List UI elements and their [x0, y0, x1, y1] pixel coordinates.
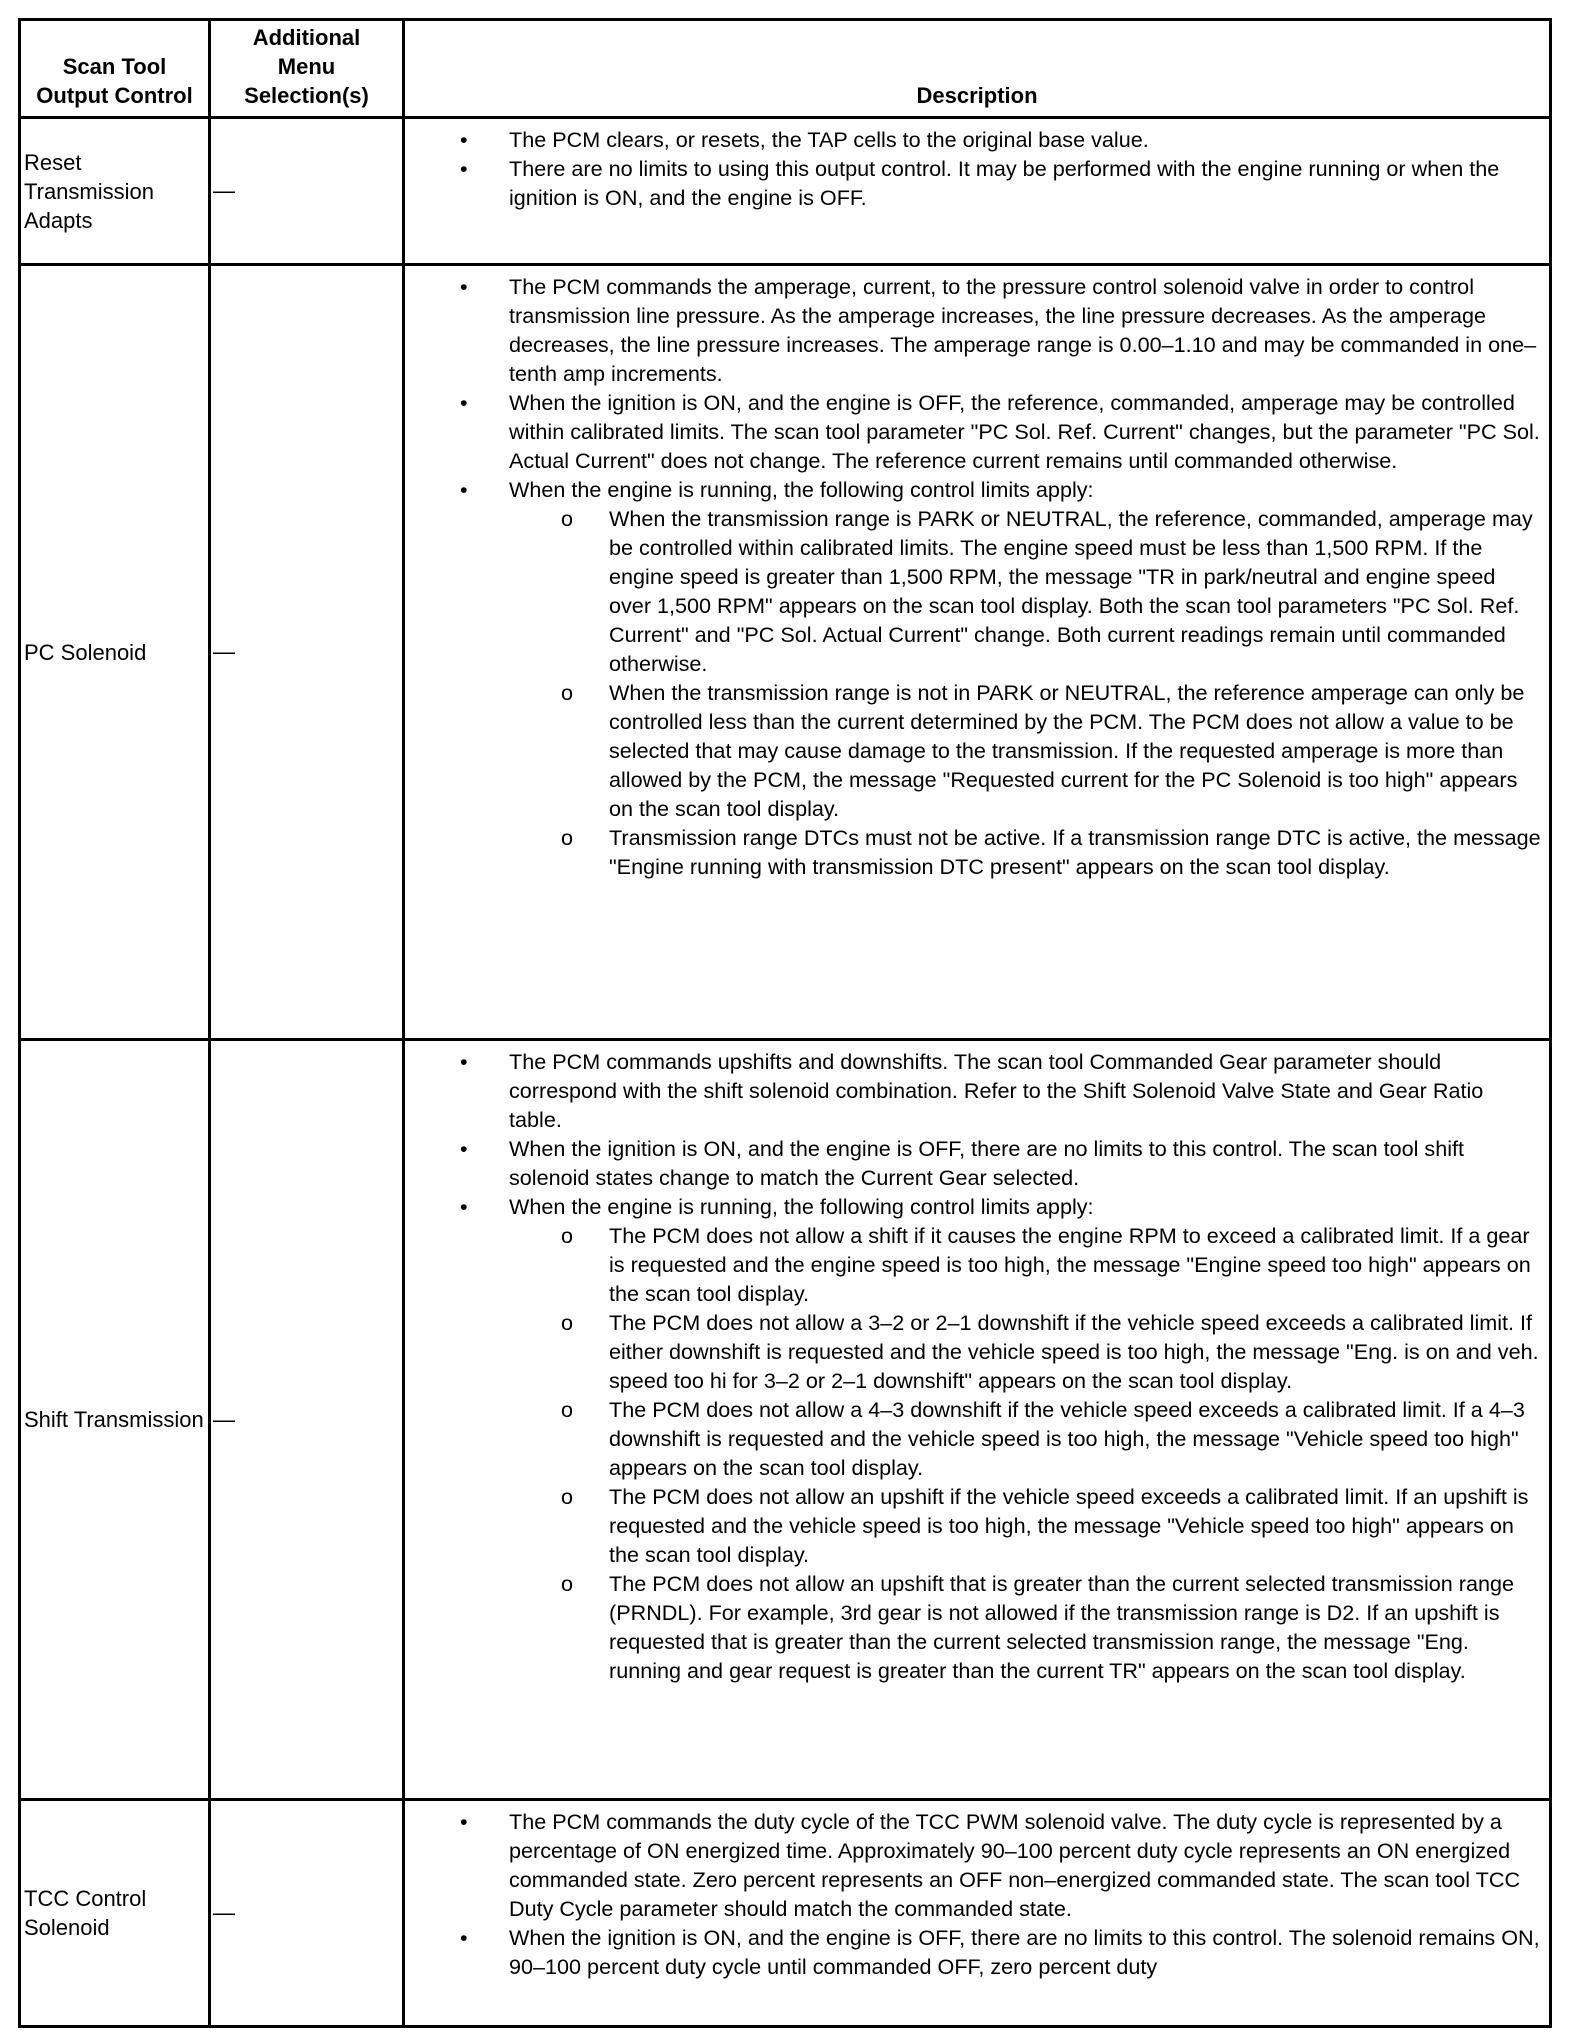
bullet-icon: •	[460, 1925, 468, 1950]
table-row	[20, 1800, 1551, 2027]
sub-list-item	[509, 504, 1541, 678]
bullet-list	[405, 1047, 1549, 1685]
menu-selection: —	[210, 1800, 404, 2027]
list-item	[405, 1807, 1549, 1923]
sub-bullet-text: The PCM does not allow an upshift if the vehicle speed exceeds a calibrated limit. If an upshift is requested and the vehicle speed is too high, the message "Vehicle speed too high" appears on the scan tool display.	[609, 1484, 1529, 1567]
sub-bullet-icon: o	[561, 1484, 574, 1509]
sub-list-item	[509, 678, 1541, 823]
list-item	[405, 272, 1549, 388]
list-item	[405, 1134, 1549, 1192]
sub-bullet-icon: o	[561, 506, 574, 531]
bullet-list	[405, 272, 1549, 881]
bullet-text: When the ignition is ON, and the engine is OFF, there are no limits to this control. The scan tool shift solenoid states change to match the Current Gear selected.	[509, 1136, 1464, 1190]
sub-bullet-icon: o	[561, 825, 574, 850]
sub-bullet-icon: o	[561, 1223, 574, 1248]
sub-bullet-icon: o	[561, 680, 574, 705]
table-header-row	[20, 20, 1551, 118]
bullet-list	[405, 1807, 1549, 1981]
bullet-icon: •	[460, 1136, 468, 1161]
sub-bullet-icon: o	[561, 1397, 574, 1422]
menu-selection: —	[210, 1040, 404, 1800]
bullet-text: There are no limits to using this output control. It may be performed with the engine running or when the ignition is ON, and the engine is OFF.	[509, 156, 1500, 210]
bullet-list	[405, 125, 1549, 212]
list-item	[405, 154, 1549, 212]
description-cell	[404, 1800, 1551, 2027]
bullet-icon: •	[460, 1809, 468, 1834]
menu-selection: —	[210, 118, 404, 265]
list-item	[405, 388, 1549, 475]
description-cell	[404, 265, 1551, 1040]
sub-list-item	[509, 1395, 1541, 1482]
sub-list-item	[509, 823, 1541, 881]
sub-bullet-text: The PCM does not allow a shift if it causes the engine RPM to exceed a calibrated limit. If a gear is requested and the engine speed is too high, the message "Engine speed too high" appears on the scan tool display.	[609, 1223, 1531, 1306]
sub-list-item	[509, 1308, 1541, 1395]
list-item	[405, 1047, 1549, 1134]
bullet-icon: •	[460, 1049, 468, 1074]
bullet-text: When the ignition is ON, and the engine is OFF, there are no limits to this control. The solenoid remains ON, 90–100 percent duty cycle until commanded OFF, zero percent duty	[509, 1925, 1540, 1979]
output-control-table	[18, 18, 1552, 2028]
header-scan-tool-output-control: Scan Tool Output Control	[20, 20, 210, 118]
header-description: Description	[404, 20, 1551, 118]
sub-bullet-text: When the transmission range is not in PARK or NEUTRAL, the reference amperage can only be controlled less than the current determined by the PCM. The PCM does not allow a value to be selected that may cause damage to the transmission. If the requested amperage is more than allowed by the PCM, the message "Requested current for the PC Solenoid is too high" appears on the scan tool display.	[609, 680, 1525, 821]
header-additional-menu-selections: Additional Menu Selection(s)	[210, 20, 404, 118]
list-item	[405, 1923, 1549, 1981]
bullet-text: The PCM commands the duty cycle of the TCC PWM solenoid valve. The duty cycle is represented by a percentage of ON energized time. Approximately 90–100 percent duty cycle represents an ON energized commanded state. Zero percent represents an OFF non–energized commanded state. The scan tool TCC Duty Cycle parameter should match the commanded state.	[509, 1809, 1521, 1921]
bullet-icon: •	[460, 477, 468, 502]
sub-bullet-icon: o	[561, 1310, 574, 1335]
table-row	[20, 118, 1551, 265]
sub-list-item	[509, 1482, 1541, 1569]
control-name: TCC Control Solenoid	[20, 1800, 210, 2027]
bullet-text: The PCM commands the amperage, current, to the pressure control solenoid valve in order to control transmission line pressure. As the amperage increases, the line pressure decreases. As the amperage decreases, the line pressure increases. The amperage range is 0.00–1.10 and may be commanded in one–tenth amp increments.	[509, 274, 1537, 386]
sub-bullet-text: The PCM does not allow a 3–2 or 2–1 downshift if the vehicle speed exceeds a calibrated limit. If either downshift is requested and the vehicle speed is too high, the message "Eng. is on and veh. speed too hi for 3–2 or 2–1 downshift" appears on the scan tool display.	[609, 1310, 1539, 1393]
sub-bullet-text: The PCM does not allow a 4–3 downshift if the vehicle speed exceeds a calibrated limit. If a 4–3 downshift is requested and the vehicle speed is too high, the message "Vehicle speed too high" appears on the scan tool display.	[609, 1397, 1525, 1480]
sub-bullet-text: The PCM does not allow an upshift that is greater than the current selected transmission range (PRNDL). For example, 3rd gear is not allowed if the transmission range is D2. If an upshift is requested that is greater than the current selected transmission range, the message "Eng. running and gear request is greater than the current TR" appears on the scan tool display.	[609, 1571, 1515, 1683]
bullet-icon: •	[460, 1194, 468, 1219]
bullet-icon: •	[460, 156, 468, 181]
sub-bullet-list	[509, 504, 1541, 881]
sub-list-item	[509, 1569, 1541, 1685]
bullet-text: The PCM commands upshifts and downshifts. The scan tool Commanded Gear parameter should correspond with the shift solenoid combination. Refer to the Shift Solenoid Valve State and Gear Ratio table.	[509, 1049, 1484, 1132]
bullet-icon: •	[460, 274, 468, 299]
description-cell	[404, 118, 1551, 265]
list-item	[405, 1192, 1549, 1685]
control-name: Reset Transmission Adapts	[20, 118, 210, 265]
list-item	[405, 475, 1549, 881]
bullet-text: When the ignition is ON, and the engine is OFF, the reference, commanded, amperage may be controlled within calibrated limits. The scan tool parameter "PC Sol. Ref. Current" changes, but the parameter "PC Sol. Actual Current" does not change. The reference current remains until commanded otherwise.	[509, 390, 1540, 473]
bullet-icon: •	[460, 390, 468, 415]
table-row	[20, 265, 1551, 1040]
sub-bullet-text: Transmission range DTCs must not be active. If a transmission range DTC is active, the message "Engine running with transmission DTC present" appears on the scan tool display.	[609, 825, 1541, 879]
sub-bullet-icon: o	[561, 1571, 574, 1596]
bullet-text: When the engine is running, the following control limits apply:	[509, 477, 1094, 502]
control-name: PC Solenoid	[20, 265, 210, 1040]
bullet-text: When the engine is running, the following control limits apply:	[509, 1194, 1094, 1219]
control-name: Shift Transmission	[20, 1040, 210, 1800]
bullet-icon: •	[460, 127, 468, 152]
sub-list-item	[509, 1221, 1541, 1308]
description-cell	[404, 1040, 1551, 1800]
sub-bullet-list	[509, 1221, 1541, 1685]
table-row	[20, 1040, 1551, 1800]
list-item	[405, 125, 1549, 154]
menu-selection: —	[210, 265, 404, 1040]
bullet-text: The PCM clears, or resets, the TAP cells to the original base value.	[509, 127, 1149, 152]
sub-bullet-text: When the transmission range is PARK or NEUTRAL, the reference, commanded, amperage may be controlled within calibrated limits. The engine speed must be less than 1,500 RPM. If the engine speed is greater than 1,500 RPM, the message "TR in park/neutral and engine speed over 1,500 RPM" appears on the scan tool display. Both the scan tool parameters "PC Sol. Ref. Current" and "PC Sol. Actual Current" change. Both current readings remain until commanded otherwise.	[609, 506, 1533, 676]
